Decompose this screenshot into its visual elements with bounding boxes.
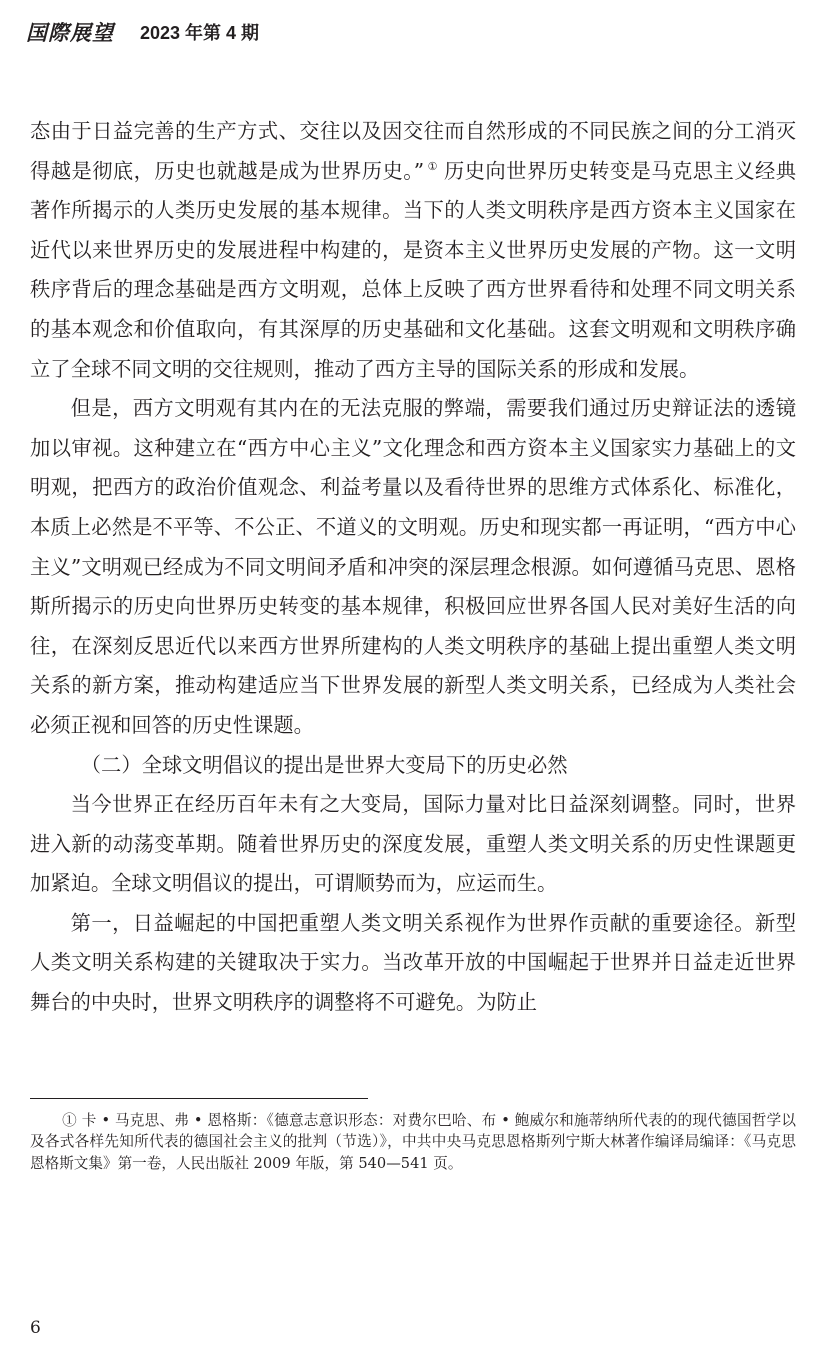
article-body	[30, 112, 796, 1023]
paragraph-text: 历史向世界历史转变是马克思主义经典著作所揭示的人类历史发展的基本规律。当下的人类文明秩序是西方资本主义国家在近代以来世界历史的发展进程中构建的，是资本主义世界历史发展的产物。这一文明秩序背后的理念基础是西方文明观，总体上反映了西方世界看待和处理不同文明关系的基本观念和价值取向，有其深厚的历史基础和文化基础。这套文明观和文明秩序确立了全球不同文明的交往规则，推动了西方主导的国际关系的形成和发展。	[30, 158, 796, 381]
section-heading: （二）全球文明倡议的提出是世界大变局下的历史必然	[80, 752, 568, 777]
body-paragraph: 但是，西方文明观有其内在的无法克服的弊端，需要我们通过历史辩证法的透镜加以审视。这种建立在“西方中心主义”文化理念和西方资本主义国家实力基础上的文明观，把西方的政治价值观念、利益考量以及看待世界的思维方式体系化、标准化，本质上必然是不平等、不公正、不道义的文明观。历史和现实都一再证明，“西方中心主义”文明观已经成为不同文明间矛盾和冲突的深层理念根源。如何遵循马克思、恩格斯所揭示的历史向世界历史转变的基本规律，积极回应世界各国人民对美好生活的向往，在深刻反思近代以来西方世界所建构的人类文明秩序的基础上提出重塑人类文明关系的新方案，推动构建适应当下世界发展的新型人类文明关系，已经成为人类社会必须正视和回答的历史性课题。	[30, 396, 796, 737]
issue-number: 2023 年第 4 期	[140, 23, 260, 43]
paragraph-text: 态由于日益完善的生产方式、交往以及因交往而自然形成的不同民族之间的分工消灭得越是彻底，历史也就越是成为世界历史。”	[30, 119, 796, 183]
body-paragraph: 当今世界正在经历百年未有之大变局，国际力量对比日益深刻调整。同时，世界进入新的动荡变革期。随着世界历史的深度发展，重塑人类文明关系的历史性课题更加紧迫。全球文明倡议的提出，可谓顺势而为，应运而生。	[30, 792, 796, 896]
journal-logo: 国際展望	[26, 20, 114, 45]
footnote-reference[interactable]: ①	[427, 159, 438, 173]
body-paragraph	[30, 112, 796, 389]
page-header	[26, 14, 259, 50]
footnote-divider	[30, 1098, 368, 1099]
page-number: 6	[30, 1318, 41, 1338]
body-paragraph: 第一，日益崛起的中国把重塑人类文明关系视作为世界作贡献的重要途径。新型人类文明关系构建的关键取决于实力。当改革开放的中国崛起于世界并日益走近世界舞台的中央时，世界文明秩序的调整将不可避免。为防止	[30, 910, 796, 1015]
footnote: ① 卡 • 马克思、弗 • 恩格斯：《德意志意识形态：对费尔巴哈、布 • 鲍威尔和施蒂纳所代表的的现代德国哲学以及各式各样先知所代表的德国社会主义的批判（节选）》，中共中央马克思恩格斯列宁斯大林著作编译局编译：《马克思恩格斯文集》第一卷，人民出版社 2009 年版，第 540—541 页。	[30, 1112, 796, 1172]
